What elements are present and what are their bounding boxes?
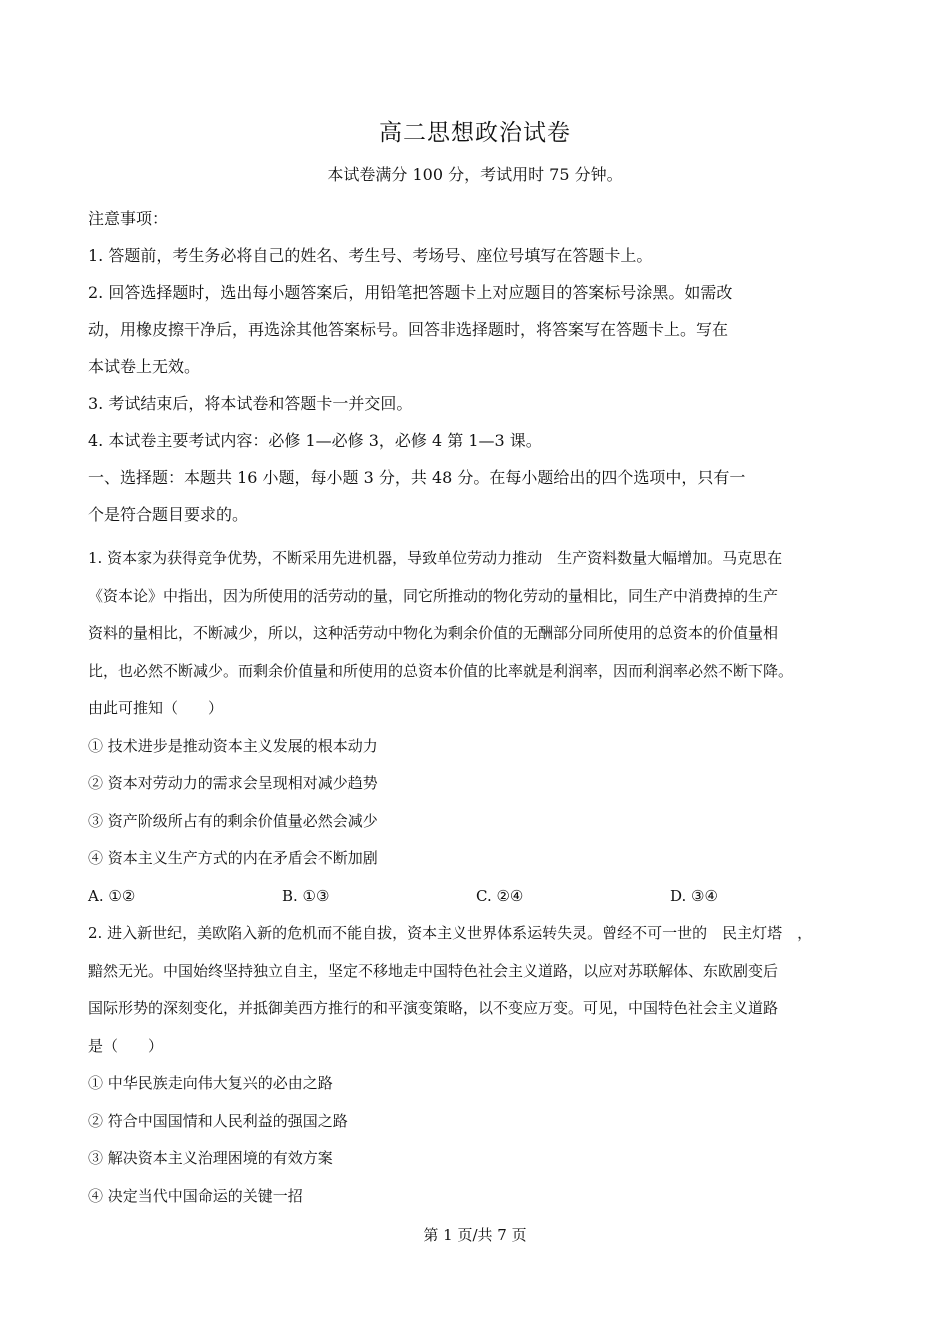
notice-item: 2. 回答选择题时，选出每小题答案后，用铅笔把答题卡上对应题目的答案标号涂黑。如需改 xyxy=(88,283,733,302)
notice-section xyxy=(88,200,878,533)
exam-subtitle: 本试卷满分 100 分，考试用时 75 分钟。 xyxy=(327,165,623,184)
choice-a: A. ①② xyxy=(88,886,136,905)
question-stem-line: 由此可推知（ ） xyxy=(88,699,224,717)
question-stem-line: 资料的量相比，不断减少，所以，这种活劳动中物化为剩余价值的无酬部分同所使用的总资本的价值量相 xyxy=(88,624,779,642)
section-instruction: 一、选择题：本题共 16 小题，每小题 3 分，共 48 分。在每小题给出的四个选项中，只有一 xyxy=(88,468,746,487)
statement-option: ④ 决定当代中国命运的关键一招 xyxy=(88,1186,303,1205)
section-instruction: 个是符合题目要求的。 xyxy=(88,505,249,524)
question-stem-line: 是（ ） xyxy=(88,1036,164,1055)
question-stem-line: 黯然无光。中国始终坚持独立自主，坚定不移地走中国特色社会主义道路，以应对苏联解体、东欧剧变后 xyxy=(88,961,779,980)
exam-title: 高二思想政治试卷 xyxy=(379,120,571,146)
choice-b: B. ①③ xyxy=(282,886,330,905)
question-stem-line: 比，也必然不断减少。而剩余价值量和所使用的总资本价值的比率就是利润率，因而利润率必然不断下降。 xyxy=(88,661,794,680)
question-stem-line: 《资本论》中指出，因为所使用的活劳动的量，同它所推动的物化劳动的量相比，同生产中消费掉的生产 xyxy=(88,586,779,605)
statement-option: ① 中华民族走向伟大复兴的必由之路 xyxy=(88,1074,333,1092)
notice-item: 动，用橡皮擦干净后，再选涂其他答案标号。回答非选择题时，将答案写在答题卡上。写在 xyxy=(88,320,729,339)
answer-choices xyxy=(88,878,878,916)
statement-option: ① 技术进步是推动资本主义发展的根本动力 xyxy=(88,736,378,755)
choice-d: D. ③④ xyxy=(670,886,718,905)
question-2 xyxy=(88,915,878,1215)
notice-item: 3. 考试结束后，将本试卷和答题卡一并交回。 xyxy=(88,394,413,413)
notice-item: 本试卷上无效。 xyxy=(88,357,201,376)
question-stem-line: 1. 资本家为获得竞争优势，不断采用先进机器，导致单位劳动力推动 生产资料数量大幅增加。马克思在 xyxy=(88,549,783,567)
statement-option: ② 符合中国国情和人民利益的强国之路 xyxy=(88,1111,348,1130)
page-number: 第 1 页/共 7 页 xyxy=(423,1226,527,1244)
question-stem-line: 国际形势的深刻变化，并抵御美西方推行的和平演变策略，以不变应万变。可见，中国特色社会主义道路 xyxy=(88,999,779,1017)
statement-option: ③ 资产阶级所占有的剩余价值量必然会减少 xyxy=(88,811,378,830)
question-1 xyxy=(88,540,878,915)
notice-item: 4. 本试卷主要考试内容：必修 1—必修 3，必修 4 第 1—3 课。 xyxy=(88,431,542,450)
notice-item: 1. 答题前，考生务必将自己的姓名、考生号、考场号、座位号填写在答题卡上。 xyxy=(88,246,653,265)
statement-option: ② 资本对劳动力的需求会呈现相对减少趋势 xyxy=(88,774,378,792)
question-stem-line: 2. 进入新世纪，美欧陷入新的危机而不能自拔，资本主义世界体系运转失灵。曾经不可一世的 民主灯塔 ， xyxy=(88,924,813,942)
notice-heading: 注意事项： xyxy=(88,209,169,228)
statement-option: ④ 资本主义生产方式的内在矛盾会不断加剧 xyxy=(88,849,378,867)
statement-option: ③ 解决资本主义治理困境的有效方案 xyxy=(88,1149,333,1167)
choice-c: C. ②④ xyxy=(476,886,524,905)
